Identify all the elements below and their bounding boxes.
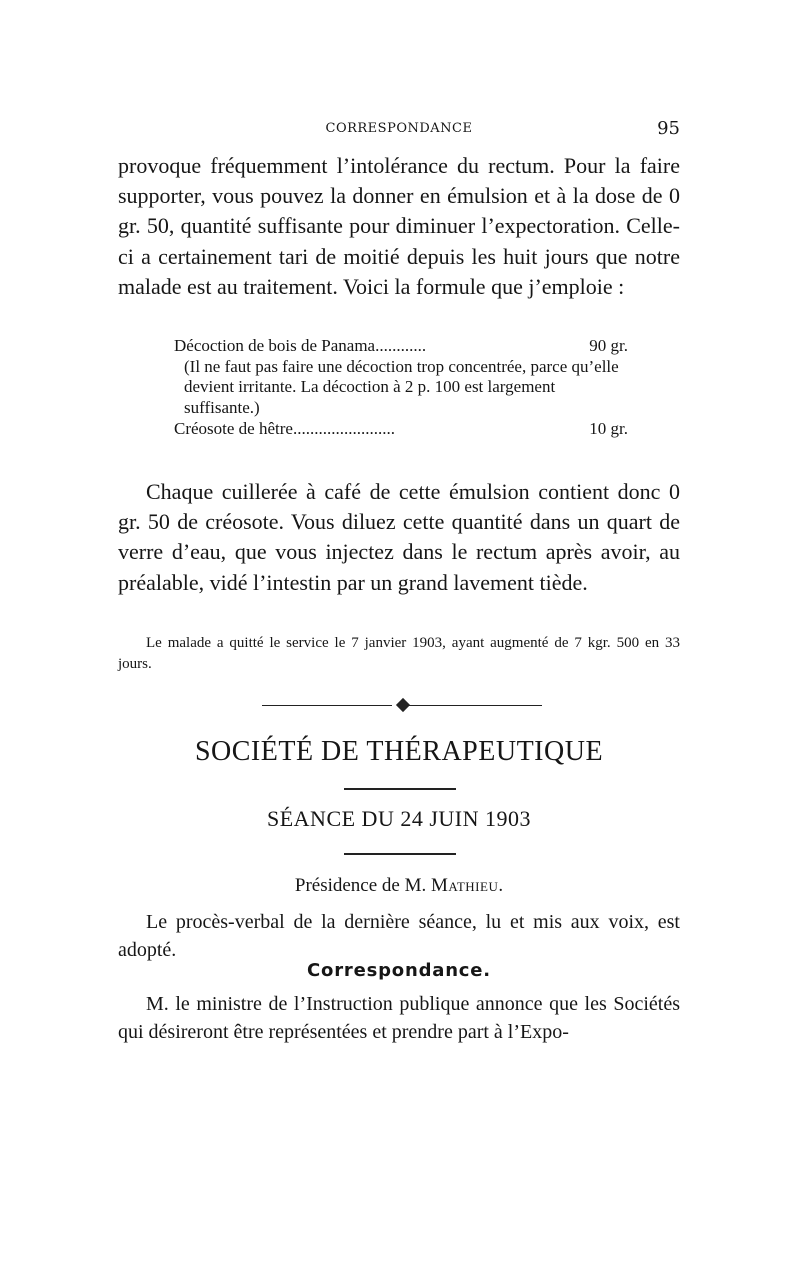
session-date: SÉANCE DU 24 JUIN 1903 [267,806,531,831]
formula-item-decoction [174,336,628,357]
paragraph-intro: provoque fréquemment l’intolérance du rectum. Pour la faire supporter, vous pouvez la donner en émulsion et à la dose de 0 gr. 50, quantité suffisante pour diminuer l’expectoration. Celle-ci a certainement tari de moitié depuis les huit jours que notre malade est au traitement. Voici la formule que j’emploie : [118,153,680,299]
presidency-line: Présidence de M. Mathieu. [294,875,504,896]
formula-item-creosote [174,419,628,440]
formula-item-dose: 10 gr. [589,418,628,438]
society-title: SOCIÉTÉ DE THÉRAPEUTIQUE [194,736,604,767]
running-title: CORRESPONDANCE [325,121,473,136]
formula-note: (Il ne faut pas faire une décoction trop concentrée, parce qu’elle devient irritante. La décoction à 2 p. 100 est largement suffisante.) [184,356,619,418]
session-rule [344,853,456,855]
leader-dots: ............ [375,336,427,355]
running-head [118,118,680,140]
paragraph-minutes: Le procès-verbal de la dernière séance, lu et mis aux voix, est adopté. [118,911,680,961]
paragraph-correspondance: M. le ministre de l’Instruction publique annonce que les Sociétés qui désireront être représentées et prendre part à l’Expo- [118,993,680,1043]
footnote: Le malade a quitté le service le 7 janvier 1903, ayant augmenté de 7 kgr. 500 en 33 jours. [118,635,680,672]
ornament-line-right [408,705,542,706]
formula-item-dose: 90 gr. [589,336,628,355]
formula-item-name: Décoction de bois de Panama [174,336,376,355]
section-heading: Correspondance. [307,960,491,981]
section-ornament [262,697,542,715]
title-rule [344,788,456,790]
ornament-line-left [262,705,392,706]
leader-dots: ........................ [292,418,395,438]
formula-block [174,336,628,440]
formula-item-name: Créosote de hêtre [174,418,293,438]
president-name: Mathieu [431,875,499,896]
paragraph-emulsion: Chaque cuillerée à café de cette émulsion contient donc 0 gr. 50 de créosote. Vous diluez cette quantité dans un quart de verre d’eau, que vous injectez dans le rectum après avoir, au préalable, vidé l’intestin par un grand lavement tiède. [118,479,680,595]
page-number: 95 [657,118,680,139]
presidency-prefix: Présidence de M. [294,875,427,896]
